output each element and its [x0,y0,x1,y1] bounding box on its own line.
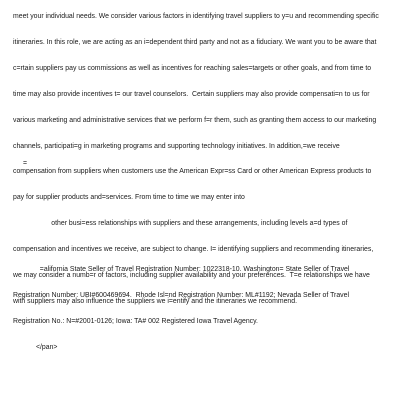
paragraph-line: compensation from suppliers when customers use the American Expr=ss Card or other American Express products to [13,168,372,176]
paragraph-line: other busi=ess relationships with suppliers and these arrangements, including levels a=d types of [13,220,348,228]
paragraph-line: meet your individual needs. We consider various factors in identifying travel suppliers to y=u and recommending specific [13,13,379,21]
registration-line: Registration No.: N=#2001-0126; Iowa: TA# 002 Registered Iowa Travel Agency. [13,317,258,325]
paragraph-line: channels, participati=g in marketing programs and supporting technology initiatives. In addition,=we receive [13,142,340,150]
paragraph-line: we may consider a numb=r of factors, including supplier availability and your preferences. T=e relationships we have [13,271,370,279]
paragraph-line: c=rtain suppliers pay us commissions as well as incentives for reaching sales=targets or other goals, and from time to [13,64,372,72]
registration-line: Registration Number: UBI#600469694. Rhode Isl=nd Registration Number: ML#1192; Nevada Seller of Travel [13,292,349,300]
paragraph-line: pay for supplier products and=services. From time to time we may enter into [13,194,245,202]
paragraph-line: various marketing and administrative services that we perform f=r them, such as granting them access to our marketing [13,116,377,124]
registration-line: =alifornia State Seller of Travel Registration Number: 1022318-10. Washington= State Seller of Travel [13,266,350,274]
paragraph-line: compensation and incentives we receive, are subject to change. I= identifying suppliers and recommending itineraries, [13,245,374,253]
paragraph-line: time may also provide incentives t= our travel counselors. Certain suppliers may also provide compensati=n to us for [13,90,370,98]
paragraph-line: with suppliers may also influence the suppliers we i=entify and the itineraries we recommend. [13,297,297,305]
registration-line: </pan> [13,343,58,351]
stray-equals-mark: = [23,160,28,167]
registration-paragraph [13,249,393,370]
paragraph-line: itineraries. In this role, we are acting as an i=dependent third party and not as a fiduciary. We want you to be aware that [13,39,377,47]
